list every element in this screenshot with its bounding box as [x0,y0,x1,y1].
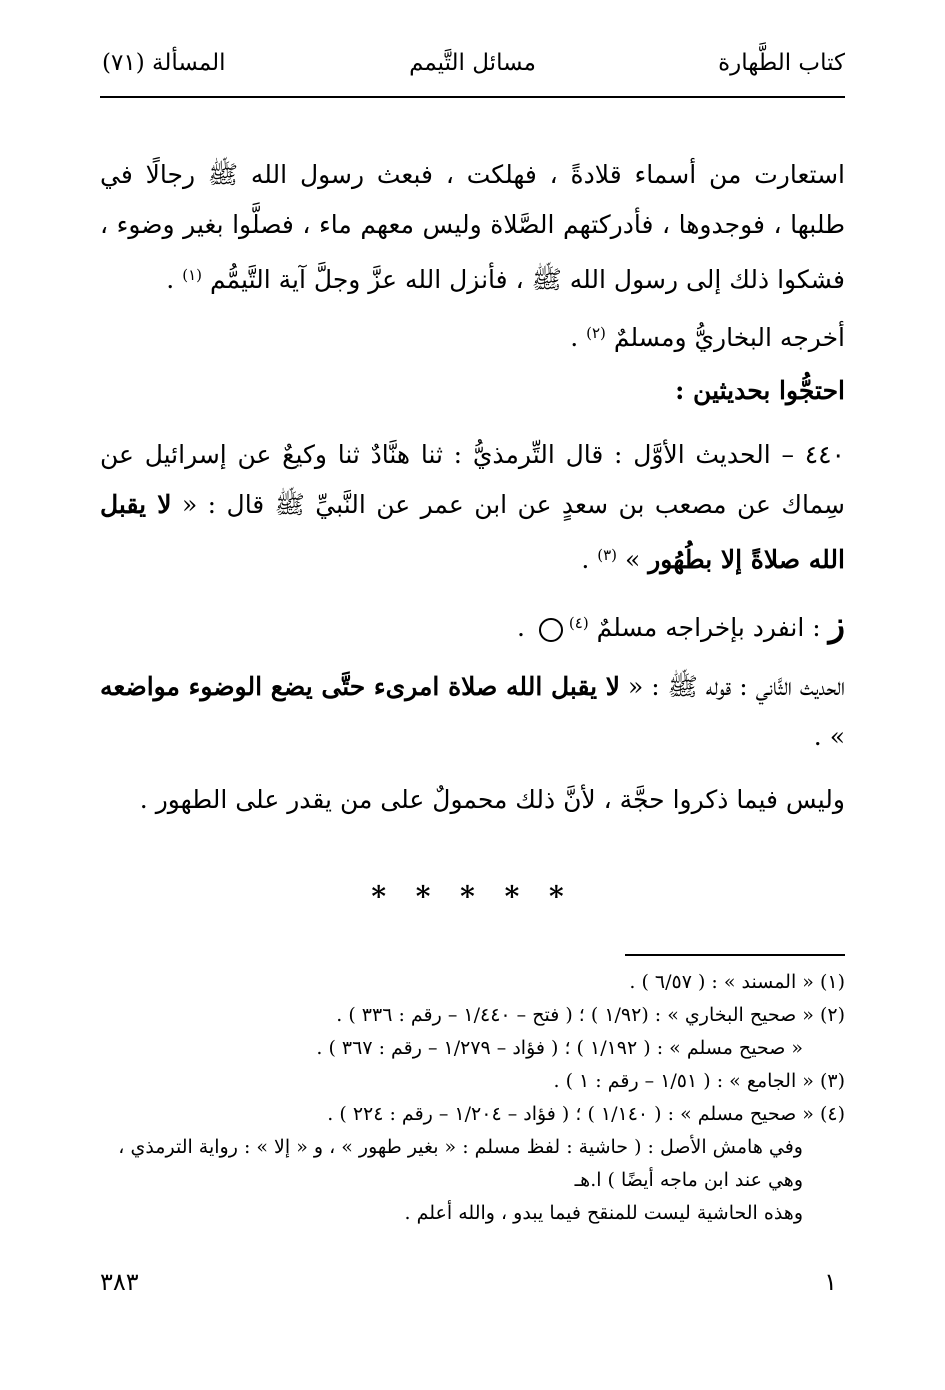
footnote-3: (٣) « الجامع » : ( ١/٥١ – رقم : ١ ) . [553,1070,845,1092]
hadith-440-end: . [581,545,598,574]
chapter-title: مسائل التَّيمم [409,50,536,76]
hadith-440-text: ٤٤٠ – الحديث الأوَّل : قال التِّرمذيُّ : ثنا هنَّادٌ ثنا وكيعٌ عن إسرائيل عن سِماك عن مصعب بن سعدٍ عن ابن عمر عن النَّبيِّ ﷺ قال : « [100,440,845,519]
section-heading: احتجُّوا بحديثين : [675,376,845,405]
zay-mark: ز [828,605,845,645]
footnote-rule [625,954,845,956]
hadith-second-text: الحديث الثَّاني : قوله ﷺ : « [620,672,846,701]
paragraph-1-end: . [166,265,183,294]
footnote-2-cont: « صحيح مسلم » : ( ١/١٩٢ ) ؛ ( فؤاد – ١/٢٧٩ – رقم : ٣٦٧ ) . [316,1037,803,1059]
hadith-second [100,662,845,762]
footnote-1: (١) « المسند » : ( ٦/٥٧ ) . [629,971,845,993]
circle-mark-icon [539,618,563,642]
paragraph-conclusion: وليس فيما ذكروا حجَّة ، لأنَّ ذلك محمولٌ على من يقدر على الطهور . [139,785,845,814]
paragraph-2-text: أخرجه البخاريُّ ومسلمٌ [613,323,845,352]
hadith-440-quote: لا يقبل الله صلاةً إلا بطُهُور [100,490,845,574]
page-number: ٣٨٣ [100,1268,139,1296]
paragraph-2-end: . [570,323,587,352]
paragraph-1 [100,150,845,305]
book-title: كتاب الطَّهارة [718,50,845,76]
paragraph-zay-end: . [517,613,533,642]
footnote-4-margin-note: وفي هامش الأصل : ( حاشية : لفظ مسلم : « بغير طهور » ، و « إلا » : رواية الترمذي ، [118,1136,803,1158]
footnotes [100,966,845,1230]
footnote-4-margin-note-cont: وهي عند ابن ماجه أيضًا ) ا.هـ [574,1169,803,1191]
header-rule [100,96,845,98]
footnote-ref-3: (٣) [597,546,618,564]
footnote-ref-1: (١) [182,266,202,284]
section-separator: * * * * * [371,880,574,913]
footnote-4: (٤) « صحيح مسلم » : ( ١/١٤٠ ) ؛ ( فؤاد – ١/٢٠٤ – رقم : ٢٢٤ ) . [327,1103,845,1125]
hadith-440 [100,430,845,585]
footnote-ref-2: (٢) [586,324,606,342]
paragraph-zay [100,598,845,653]
signature-mark: ١ [824,1268,837,1296]
paragraph-2 [100,308,845,363]
footnote-ref-4: (٤) [568,614,589,632]
hadith-440-close: » [624,545,649,574]
issue-label: المسألة (٧١) [102,50,226,76]
paragraph-1-text: استعارت من أسماء قلادةً ، فهلكت ، فبعث رسول الله ﷺ رجالًا في طلبها ، فوجدوها ، فأدركتهم الصَّلاة وليس معهم ماء ، فصلَّوا بغير وضوء ، فشكوا ذلك إلى رسول الله ﷺ ، فأنزل الله عزَّ وجلَّ آية التَّيمُّم [100,160,845,294]
footnote-2: (٢) « صحيح البخاري » : (١/٩٢ ) ؛ ( فتح – ١/٤٤٠ – رقم : ٣٣٦ ) . [336,1004,845,1026]
hadith-second-close: » . [813,722,845,751]
hadith-second-quote: لا يقبل الله صلاة امرىء حتَّى يضع الوضوء مواضعه [100,672,621,701]
footnote-4-remark: وهذه الحاشية ليست للمنقح فيما يبدو ، والله أعلم . [404,1202,803,1224]
paragraph-zay-text: : انفرد بإخراجه مسلمٌ [596,613,829,642]
